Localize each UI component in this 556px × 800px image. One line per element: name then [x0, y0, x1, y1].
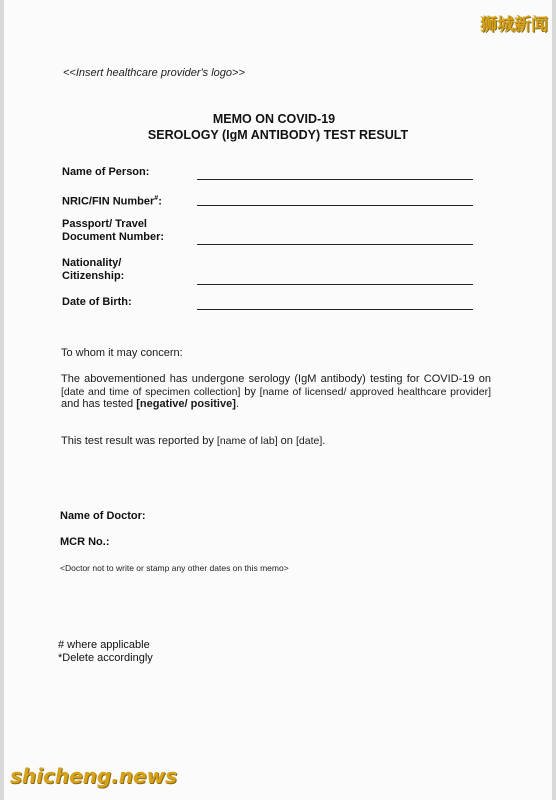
field-line-dob[interactable] — [197, 309, 473, 310]
footnote-where-applicable: # where applicable — [58, 639, 150, 651]
report-lab-placeholder: [name of lab] — [216, 435, 278, 447]
report-text-1: This test result was reported by — [61, 435, 214, 447]
footnote-delete-accordingly: *Delete accordingly — [58, 652, 153, 664]
field-label-dob: Date of Birth: — [62, 296, 132, 308]
report-period: . — [322, 435, 326, 447]
nric-colon: : — [158, 195, 162, 208]
report-sentence — [61, 435, 491, 448]
report-date-placeholder: [date] — [295, 435, 323, 447]
body-period: . — [235, 398, 239, 410]
page-right-edge — [552, 0, 556, 800]
passport-label-line1: Passport/ Travel — [62, 218, 147, 230]
body-result-placeholder: [negative/ positive] — [136, 398, 236, 410]
watermark-bottom: shicheng.news — [10, 764, 177, 788]
nationality-label-line2: Citizenship: — [62, 270, 125, 282]
watermark-top: 狮城新闻 — [480, 15, 548, 35]
body-paragraph — [61, 373, 491, 411]
field-line-nric[interactable] — [197, 205, 473, 206]
body-text-3: and has tested — [61, 398, 134, 410]
field-line-nationality[interactable] — [197, 284, 473, 285]
field-label-passport — [62, 218, 164, 244]
nationality-label-line1: Nationality/ — [62, 257, 122, 269]
memo-subtitle: SEROLOGY (IgM ANTIBODY) TEST RESULT — [147, 128, 409, 142]
salutation: To whom it may concern: — [61, 347, 183, 359]
field-label-nationality — [62, 257, 124, 283]
body-text-2: by — [244, 385, 256, 398]
body-specimen-placeholder: [date and time of specimen collection] — [61, 385, 241, 398]
report-text-2: on — [280, 435, 293, 447]
body-provider-placeholder: [name of licensed/ approved healthcare provider] — [259, 385, 492, 398]
field-label-nric — [62, 192, 162, 209]
field-line-name[interactable] — [197, 179, 473, 180]
mcr-label: MCR No.: — [60, 536, 110, 548]
logo-placeholder: <<Insert healthcare provider's logo>> — [63, 67, 245, 79]
passport-label-line2: Document Number: — [62, 231, 165, 243]
memo-title: MEMO ON COVID-19 — [212, 112, 336, 126]
body-text-1: The abovementioned has undergone serology (IgM antibody) testing for COVID-19 on — [61, 373, 491, 385]
doctor-name-label: Name of Doctor: — [60, 510, 146, 522]
nric-superscript: # — [154, 195, 159, 202]
nric-text: NRIC/FIN Number — [62, 195, 155, 208]
doctor-note: <Doctor not to write or stamp any other dates on this memo> — [60, 563, 289, 573]
field-label-name: Name of Person: — [62, 166, 150, 178]
field-line-passport[interactable] — [197, 244, 473, 245]
